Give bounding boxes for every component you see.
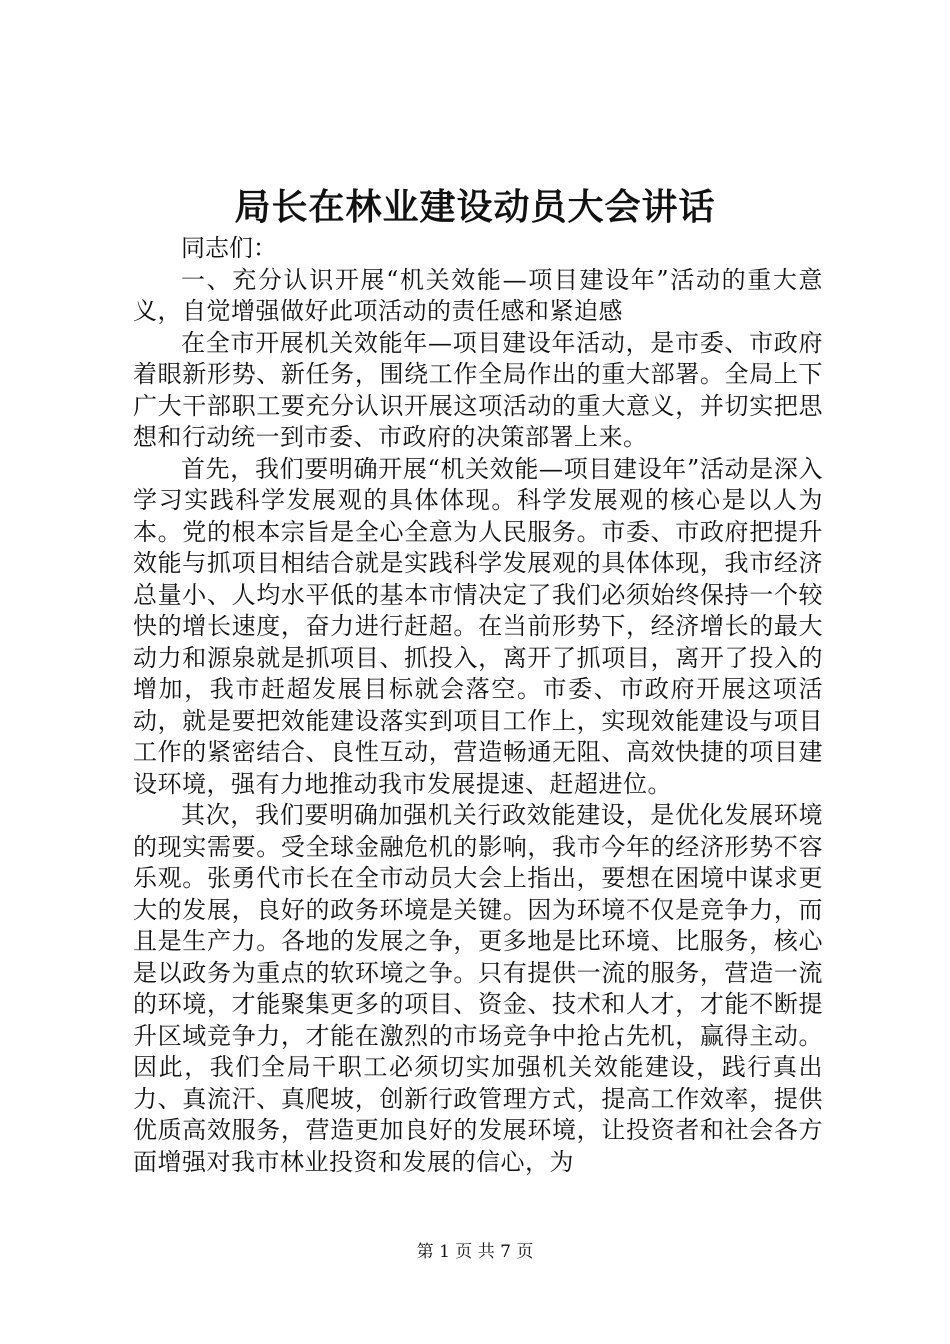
page-number-footer: 第 1 页 共 7 页	[416, 1242, 534, 1262]
document-body	[133, 233, 823, 1178]
body-paragraph: 在全市开展机关效能年—项目建设年活动，是市委、市政府着眼新形势、新任务，围绕工作全局作出的重大部署。全局上下广大干部职工要充分认识开展这项活动的重大意义，并切实把思想和行动统一到市委、市政府的决策部署上来。	[133, 328, 823, 451]
body-paragraph: 其次，我们要明确加强机关行政效能建设，是优化发展环境的现实需要。受全球金融危机的影响，我市今年的经济形势不容乐观。张勇代市长在全市动员大会上指出，要想在困境中谋求更大的发展，良好的政务环境是关键。因为环境不仅是竞争力，而且是生产力。各地的发展之争，更多地是比环境、比服务，核心是以政务为重点的软环境之争。只有提供一流的服务，营造一流的环境，才能聚集更多的项目、资金、技术和人才，才能不断提升区域竞争力，才能在激烈的市场竞争中抢占先机，赢得主动。因此，我们全局干职工必须切实加强机关效能建设，践行真出力、真流汗、真爬坡，创新行政管理方式，提高工作效率，提供优质高效服务，营造更加良好的发展环境，让投资者和社会各方面增强对我市林业投资和发展的信心，为	[133, 801, 823, 1176]
document-title: 局长在林业建设动员大会讲话	[234, 187, 716, 228]
section-heading-1: 一、充分认识开展“机关效能—项目建设年”活动的重大意义，自觉增强做好此项活动的责任感和紧迫感	[133, 265, 823, 325]
salutation: 同志们：	[181, 234, 277, 262]
body-paragraph: 首先，我们要明确开展“机关效能—项目建设年”活动是深入学习实践科学发展观的具体体现。科学发展观的核心是以人为本。党的根本宗旨是全心全意为人民服务。市委、市政府把提升效能与抓项目相结合就是实践科学发展观的具体体现，我市经济总量小、人均水平低的基本市情决定了我们必须始终保持一个较快的增长速度，奋力进行赶超。在当前形势下，经济增长的最大动力和源泉就是抓项目、抓投入，离开了抓项目，离开了投入的增加，我市赶超发展目标就会落空。市委、市政府开展这项活动，就是要把效能建设落实到项目工作上，实现效能建设与项目工作的紧密结合、良性互动，营造畅通无阻、高效快捷的项目建设环境，强有力地推动我市发展提速、赶超进位。	[133, 454, 823, 798]
